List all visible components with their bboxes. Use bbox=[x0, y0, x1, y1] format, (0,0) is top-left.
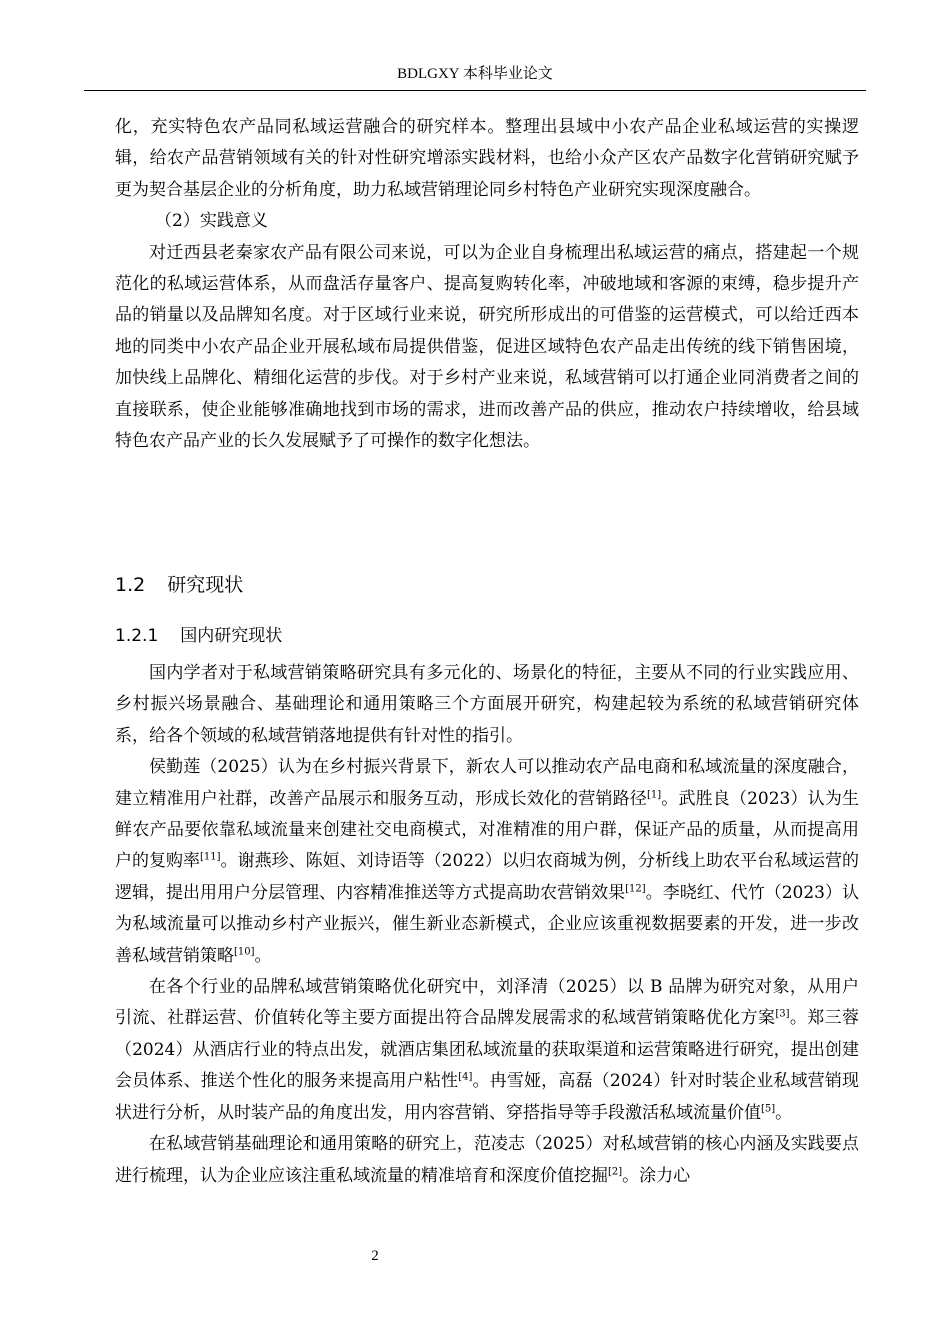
text-run: 在私域营销基础理论和通用策略的研究上，范凌志（2025）对私域营销的核心内涵及实践要点进行梳理，认为企业应该注重私域流量的精准培育和深度价值挖掘 bbox=[115, 1134, 859, 1186]
text-run: 。冉雪娅，高磊（2024）针对时装企业私域营销现状进行分析，从时装产品的角度出发，用内容营销、穿搭指导等手段激活私域流量价值 bbox=[115, 1071, 859, 1123]
citation: [10] bbox=[234, 946, 255, 957]
text-run: 。郑三蓉（2024）从酒店行业的特点出发，就酒店集团私域流量的获取渠道和运营策略进行研究，提出创建会员体系、推送个性化的服务来提高用户粘性 bbox=[115, 1008, 860, 1092]
citation: [4] bbox=[458, 1071, 473, 1083]
text-run: 。 bbox=[775, 1102, 793, 1123]
research-status-text bbox=[115, 658, 859, 1192]
page-header: BDLGXY 本科毕业论文 bbox=[397, 66, 553, 82]
subsection-number: 1.2.1 bbox=[115, 626, 159, 646]
text-run: 。李晓红、代竹（2023）认为私域流量可以推动乡村产业振兴，催生新业态新模式，企业应该重视数据要素的开发，进一步改善私域营销策略 bbox=[115, 882, 860, 966]
text-run: 侯勤莲（2025）认为在乡村振兴背景下，新农人可以推动农产品电商和私域流量的深度融合，建立精准用户社群，改善产品展示和服务互动，形成长效化的营销路径 bbox=[115, 757, 859, 809]
citation: [3] bbox=[775, 1008, 790, 1020]
citation: [12] bbox=[625, 883, 646, 895]
paragraph-continued: 化，充实特色农产品同私域运营融合的研究样本。整理出县域中小农产品企业私域运营的实操逻辑，给农产品营销领域有关的针对性研究增添实践材料，也给小众产区农产品数字化营销研究赋予更为契合基层企业的分析角度，助力私域营销理论同乡村特色产业研究实现深度融合。 bbox=[115, 117, 859, 200]
subsection-title: 国内研究现状 bbox=[180, 626, 283, 646]
paragraph-industry bbox=[115, 972, 859, 1129]
text-run: 在各个行业的品牌私域营销策略优化研究中，刘泽清（2025）以 B 品牌为研究对象，从用户引流、社群运营、价值转化等主要方面提出符合品牌发展需求的私域营销策略优化方案 bbox=[115, 977, 859, 1029]
citation: [2] bbox=[608, 1165, 623, 1177]
header-rule bbox=[84, 90, 866, 91]
text-run: 。武胜良（2023）认为生鲜农产品要依靠私域流量来创建社交电商模式，对准精准的用户群，保证产品的质量，从而提高用户的复购率 bbox=[115, 788, 860, 872]
citation: [1] bbox=[646, 788, 662, 800]
top-text-block bbox=[115, 112, 859, 457]
section-number: 1.2 bbox=[115, 574, 146, 596]
paragraph-practice: 对迁西县老秦家农产品有限公司来说，可以为企业自身梳理出私域运营的痛点，搭建起一个规范化的私域运营体系，从而盘活存量客户、提高复购转化率，冲破地域和客源的束缚，稳步提升产品的销量以及品牌知名度。对于区域行业来说，研究所形成出的可借鉴的运营模式，可以给迁西本地的同类中小农产品企业开展私域布局提供借鉴，促进区域特色农产品走出传统的线下销售困境，加快线上品牌化、精细化运营的步伐。对于乡村产业来说，私域营销可以打通企业同消费者之间的直接联系，使企业能够准确地找到市场的需求，进而改善产品的供应，推动农户持续增收，给县域特色农产品产业的长久发展赋予了可操作的数字化想法。 bbox=[115, 242, 859, 452]
paragraph-overview: 国内学者对于私域营销策略研究具有多元化的、场景化的特征，主要从不同的行业实践应用、乡村振兴场景融合、基础理论和通用策略三个方面展开研究，构建起较为系统的私域营销研究体系，给各个领域的私域营销落地提供有针对性的指引。 bbox=[115, 663, 859, 746]
page-number: 2 bbox=[371, 1248, 379, 1264]
text-run: 。谢燕珍、陈姮、刘诗语等（2022）以归农商城为例，分析线上助农平台私域运营的逻辑，提出用用户分层管理、内容精准推送等方式提高助农营销效果 bbox=[115, 851, 860, 903]
section-heading bbox=[115, 572, 243, 598]
paragraph-theory bbox=[115, 1129, 859, 1192]
subsection-heading bbox=[115, 624, 282, 648]
citation: [5] bbox=[761, 1103, 776, 1115]
section-title: 研究现状 bbox=[167, 574, 244, 596]
text-run: 。涂力心 bbox=[622, 1165, 691, 1186]
sub-heading-practice: （2）实践意义 bbox=[155, 211, 268, 232]
citation: [11] bbox=[200, 851, 221, 863]
text-run: 。 bbox=[254, 945, 272, 966]
paragraph-rural bbox=[115, 752, 859, 972]
